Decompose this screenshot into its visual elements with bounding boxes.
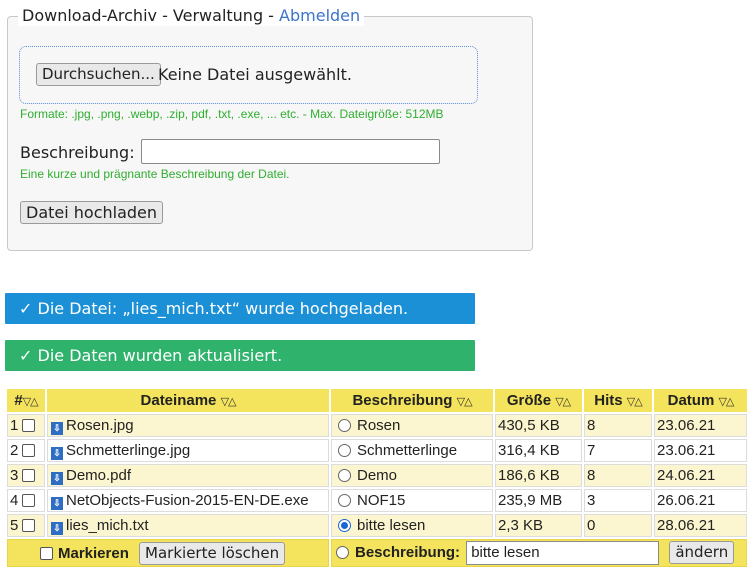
size-cell: 235,9 MB	[495, 489, 582, 512]
upload-button[interactable]: Datei hochladen	[20, 201, 163, 224]
row-num-cell: 1	[7, 414, 45, 437]
description-label: Beschreibung:	[20, 143, 135, 162]
filename-cell[interactable]: ⇩ NetObjects-Fusion-2015-EN-DE.exe	[47, 489, 329, 512]
description-cell: Schmetterlinge	[331, 439, 493, 462]
row-checkbox[interactable]	[22, 419, 35, 432]
table-row	[7, 489, 747, 512]
no-file-text: Keine Datei ausgewählt.	[158, 65, 352, 84]
footer-description-input[interactable]: bitte lesen	[466, 541, 659, 565]
file-download-icon[interactable]: ⇩	[51, 522, 63, 535]
col-header-filename[interactable]: Dateiname ▽△	[47, 389, 329, 412]
row-radio-selected[interactable]	[338, 519, 351, 532]
sort-icon[interactable]: ▽△	[626, 396, 642, 408]
row-radio[interactable]	[338, 419, 351, 432]
date-cell: 28.06.21	[654, 514, 747, 537]
delete-marked-button[interactable]: Markierte löschen	[139, 542, 285, 565]
description-cell: Rosen	[331, 414, 493, 437]
table-row	[7, 464, 747, 487]
upload-success-message: ✓ Die Datei: „lies_mich.txt“ wurde hochgeladen.	[5, 293, 475, 324]
file-download-icon[interactable]: ⇩	[51, 497, 63, 510]
description-input[interactable]	[141, 139, 440, 164]
logout-link[interactable]: Abmelden	[279, 6, 361, 25]
file-download-icon[interactable]: ⇩	[51, 422, 63, 435]
date-cell: 23.06.21	[654, 414, 747, 437]
row-radio[interactable]	[338, 444, 351, 457]
date-cell: 23.06.21	[654, 439, 747, 462]
footer-mark-cell	[7, 539, 329, 567]
row-num-cell: 5	[7, 514, 45, 537]
sort-icon[interactable]: ▽△	[718, 396, 734, 408]
row-radio[interactable]	[338, 469, 351, 482]
mark-label: Markieren	[58, 544, 129, 562]
row-radio[interactable]	[338, 494, 351, 507]
filename-cell[interactable]: ⇩ Rosen.jpg	[47, 414, 329, 437]
file-download-icon[interactable]: ⇩	[51, 472, 63, 485]
description-cell: bitte lesen	[331, 514, 493, 537]
panel-legend	[18, 6, 364, 26]
file-table	[5, 387, 749, 569]
size-cell: 316,4 KB	[495, 439, 582, 462]
browse-button[interactable]: Durchsuchen...	[36, 63, 161, 86]
row-checkbox[interactable]	[22, 494, 35, 507]
sort-icon[interactable]: ▽△	[22, 396, 38, 408]
change-button[interactable]: ändern	[669, 541, 734, 564]
row-checkbox[interactable]	[22, 519, 35, 532]
mark-all-checkbox[interactable]	[40, 547, 53, 560]
footer-description-cell	[331, 539, 747, 567]
description-cell: Demo	[331, 464, 493, 487]
filename-cell[interactable]: ⇩ lies_mich.txt	[47, 514, 329, 537]
table-header-row	[7, 389, 747, 412]
col-header-num[interactable]: #▽△	[7, 389, 45, 412]
size-cell: 186,6 KB	[495, 464, 582, 487]
date-cell: 26.06.21	[654, 489, 747, 512]
filename-cell[interactable]: ⇩ Demo.pdf	[47, 464, 329, 487]
table-footer-row	[7, 539, 747, 567]
sort-icon[interactable]: ▽△	[456, 396, 472, 408]
description-cell: NOF15	[331, 489, 493, 512]
panel-title: Download-Archiv - Verwaltung -	[22, 6, 280, 25]
col-header-size[interactable]: Größe ▽△	[495, 389, 582, 412]
description-hint: Eine kurze und prägnante Beschreibung der Datei.	[20, 167, 290, 181]
footer-radio[interactable]	[336, 546, 349, 559]
row-num-cell: 4	[7, 489, 45, 512]
file-download-icon[interactable]: ⇩	[51, 447, 63, 460]
col-header-date[interactable]: Datum ▽△	[654, 389, 747, 412]
date-cell: 24.06.21	[654, 464, 747, 487]
hits-cell: 0	[584, 514, 652, 537]
update-success-message: ✓ Die Daten wurden aktualisiert.	[5, 340, 475, 371]
table-row	[7, 439, 747, 462]
hits-cell: 7	[584, 439, 652, 462]
table-row	[7, 514, 747, 537]
size-cell: 430,5 KB	[495, 414, 582, 437]
hits-cell: 3	[584, 489, 652, 512]
row-checkbox[interactable]	[22, 444, 35, 457]
formats-hint: Formate: .jpg, .png, .webp, .zip, pdf, .txt, .exe, ... etc. - Max. Dateigröße: 512MB	[20, 107, 444, 121]
sort-icon[interactable]: ▽△	[555, 396, 571, 408]
col-header-hits[interactable]: Hits ▽△	[584, 389, 652, 412]
row-num-cell: 2	[7, 439, 45, 462]
row-num-cell: 3	[7, 464, 45, 487]
size-cell: 2,3 KB	[495, 514, 582, 537]
hits-cell: 8	[584, 464, 652, 487]
footer-description-label: Beschreibung:	[355, 543, 461, 561]
col-header-description[interactable]: Beschreibung ▽△	[331, 389, 493, 412]
hits-cell: 8	[584, 414, 652, 437]
row-checkbox[interactable]	[22, 469, 35, 482]
filename-cell[interactable]: ⇩ Schmetterlinge.jpg	[47, 439, 329, 462]
sort-icon[interactable]: ▽△	[220, 396, 236, 408]
table-row	[7, 414, 747, 437]
